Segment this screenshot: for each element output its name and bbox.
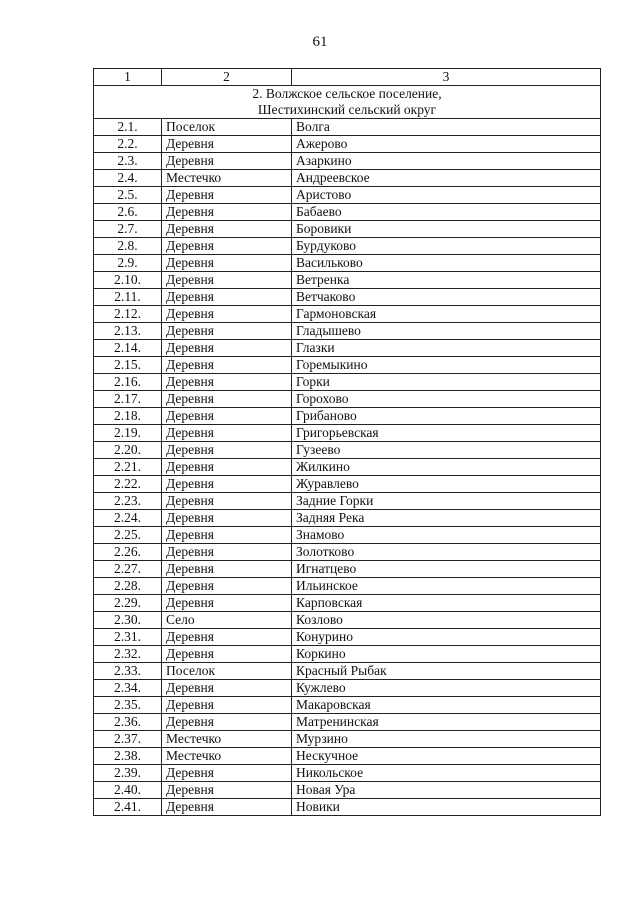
section-title-line-2: Шестихинский сельский округ [257,102,437,117]
settlement-type: Деревня [162,204,292,221]
row-number: 2.33. [94,663,162,680]
settlement-type: Деревня [162,595,292,612]
row-number: 2.20. [94,442,162,459]
settlement-name: Глазки [292,340,601,357]
table-row [94,119,601,136]
table-row [94,680,601,697]
settlement-name: Ажерово [292,136,601,153]
row-number: 2.28. [94,578,162,595]
header-row [94,69,601,86]
row-number: 2.41. [94,799,162,816]
settlement-name: Новая Ура [292,782,601,799]
table-row [94,136,601,153]
header-col-3: 3 [292,69,601,86]
table-row [94,782,601,799]
row-number: 2.9. [94,255,162,272]
settlement-type: Деревня [162,357,292,374]
settlement-name: Григорьевская [292,425,601,442]
settlement-type: Деревня [162,697,292,714]
settlement-type: Деревня [162,493,292,510]
settlement-name: Бабаево [292,204,601,221]
table-row [94,595,601,612]
settlement-type: Деревня [162,578,292,595]
settlement-name: Гузеево [292,442,601,459]
settlement-name: Игнатцево [292,561,601,578]
row-number: 2.21. [94,459,162,476]
settlement-type: Деревня [162,187,292,204]
table-row [94,391,601,408]
table-row [94,799,601,816]
settlement-name: Знамово [292,527,601,544]
settlement-name: Журавлево [292,476,601,493]
settlement-name: Задние Горки [292,493,601,510]
settlement-type: Деревня [162,646,292,663]
table-row [94,748,601,765]
table-row [94,306,601,323]
row-number: 2.11. [94,289,162,306]
settlement-name: Васильково [292,255,601,272]
row-number: 2.14. [94,340,162,357]
table-row [94,612,601,629]
row-number: 2.37. [94,731,162,748]
settlement-type: Деревня [162,527,292,544]
settlement-name: Аристово [292,187,601,204]
settlement-type: Деревня [162,221,292,238]
table-row [94,357,601,374]
settlement-type: Деревня [162,476,292,493]
table-body [94,86,601,816]
row-number: 2.1. [94,119,162,136]
settlement-name: Горохово [292,391,601,408]
row-number: 2.7. [94,221,162,238]
settlement-type: Деревня [162,391,292,408]
row-number: 2.27. [94,561,162,578]
settlement-type: Деревня [162,153,292,170]
row-number: 2.16. [94,374,162,391]
row-number: 2.8. [94,238,162,255]
table-row [94,459,601,476]
header-col-1: 1 [94,69,162,86]
table-row [94,238,601,255]
settlement-type: Деревня [162,561,292,578]
table-row [94,170,601,187]
settlement-name: Ветчаково [292,289,601,306]
settlement-name: Ильинское [292,578,601,595]
settlement-type: Деревня [162,289,292,306]
row-number: 2.36. [94,714,162,731]
table-row [94,629,601,646]
section-row [94,86,601,119]
row-number: 2.5. [94,187,162,204]
row-number: 2.34. [94,680,162,697]
settlements-table [93,68,601,816]
settlement-type: Деревня [162,680,292,697]
settlement-name: Боровики [292,221,601,238]
table-header [94,69,601,86]
settlement-name: Новики [292,799,601,816]
row-number: 2.10. [94,272,162,289]
table-row [94,340,601,357]
settlement-type: Деревня [162,629,292,646]
settlement-type: Деревня [162,374,292,391]
table-row [94,765,601,782]
settlement-type: Деревня [162,323,292,340]
settlement-name: Андреевское [292,170,601,187]
table-row [94,374,601,391]
settlement-name: Красный Рыбак [292,663,601,680]
table-row [94,561,601,578]
settlement-name: Ветренка [292,272,601,289]
settlement-name: Золотково [292,544,601,561]
table-row [94,544,601,561]
settlement-name: Горки [292,374,601,391]
settlement-name: Коркино [292,646,601,663]
row-number: 2.13. [94,323,162,340]
row-number: 2.38. [94,748,162,765]
settlement-name: Матренинская [292,714,601,731]
row-number: 2.6. [94,204,162,221]
settlement-type: Деревня [162,714,292,731]
table-row [94,442,601,459]
row-number: 2.31. [94,629,162,646]
settlement-name: Нескучное [292,748,601,765]
settlement-name: Макаровская [292,697,601,714]
row-number: 2.32. [94,646,162,663]
settlement-type: Деревня [162,799,292,816]
settlement-type: Деревня [162,459,292,476]
row-number: 2.2. [94,136,162,153]
settlement-type: Местечко [162,170,292,187]
settlement-name: Жилкино [292,459,601,476]
row-number: 2.17. [94,391,162,408]
table-row [94,272,601,289]
section-title [94,86,601,119]
table-row [94,153,601,170]
settlement-type: Деревня [162,340,292,357]
settlement-name: Азаркино [292,153,601,170]
table-row [94,510,601,527]
row-number: 2.30. [94,612,162,629]
settlement-type: Деревня [162,765,292,782]
settlement-name: Грибаново [292,408,601,425]
settlement-type: Поселок [162,663,292,680]
row-number: 2.35. [94,697,162,714]
row-number: 2.29. [94,595,162,612]
row-number: 2.25. [94,527,162,544]
settlement-name: Гармоновская [292,306,601,323]
row-number: 2.23. [94,493,162,510]
row-number: 2.40. [94,782,162,799]
settlement-type: Местечко [162,748,292,765]
settlement-type: Деревня [162,425,292,442]
table-row [94,221,601,238]
row-number: 2.12. [94,306,162,323]
row-number: 2.26. [94,544,162,561]
settlement-type: Деревня [162,408,292,425]
settlement-type: Местечко [162,731,292,748]
settlement-name: Никольское [292,765,601,782]
settlement-name: Задняя Река [292,510,601,527]
settlement-name: Мурзино [292,731,601,748]
settlement-name: Карповская [292,595,601,612]
row-number: 2.39. [94,765,162,782]
table-row [94,476,601,493]
settlement-name: Бурдуково [292,238,601,255]
settlement-type: Деревня [162,544,292,561]
table-row [94,578,601,595]
settlement-name: Кужлево [292,680,601,697]
row-number: 2.3. [94,153,162,170]
settlement-type: Деревня [162,306,292,323]
page-number: 61 [312,34,328,50]
table-row [94,663,601,680]
settlement-name: Волга [292,119,601,136]
row-number: 2.22. [94,476,162,493]
settlement-name: Козлово [292,612,601,629]
table-row [94,255,601,272]
table-row [94,187,601,204]
table-row [94,714,601,731]
table-row [94,646,601,663]
row-number: 2.19. [94,425,162,442]
settlement-type: Село [162,612,292,629]
settlement-type: Деревня [162,136,292,153]
header-col-2: 2 [162,69,292,86]
settlement-name: Конурино [292,629,601,646]
table-row [94,731,601,748]
settlement-name: Гладышево [292,323,601,340]
settlement-type: Деревня [162,442,292,459]
settlement-name: Горемыкино [292,357,601,374]
settlement-type: Деревня [162,510,292,527]
table-row [94,323,601,340]
section-title-line-1: 2. Волжское сельское поселение, [252,86,442,101]
row-number: 2.15. [94,357,162,374]
table-row [94,527,601,544]
row-number: 2.4. [94,170,162,187]
settlement-type: Деревня [162,255,292,272]
table-row [94,289,601,306]
table-row [94,425,601,442]
table-row [94,697,601,714]
settlement-type: Деревня [162,272,292,289]
settlement-type: Поселок [162,119,292,136]
table-row [94,408,601,425]
table-row [94,493,601,510]
row-number: 2.18. [94,408,162,425]
table-row [94,204,601,221]
row-number: 2.24. [94,510,162,527]
settlement-type: Деревня [162,782,292,799]
settlement-type: Деревня [162,238,292,255]
